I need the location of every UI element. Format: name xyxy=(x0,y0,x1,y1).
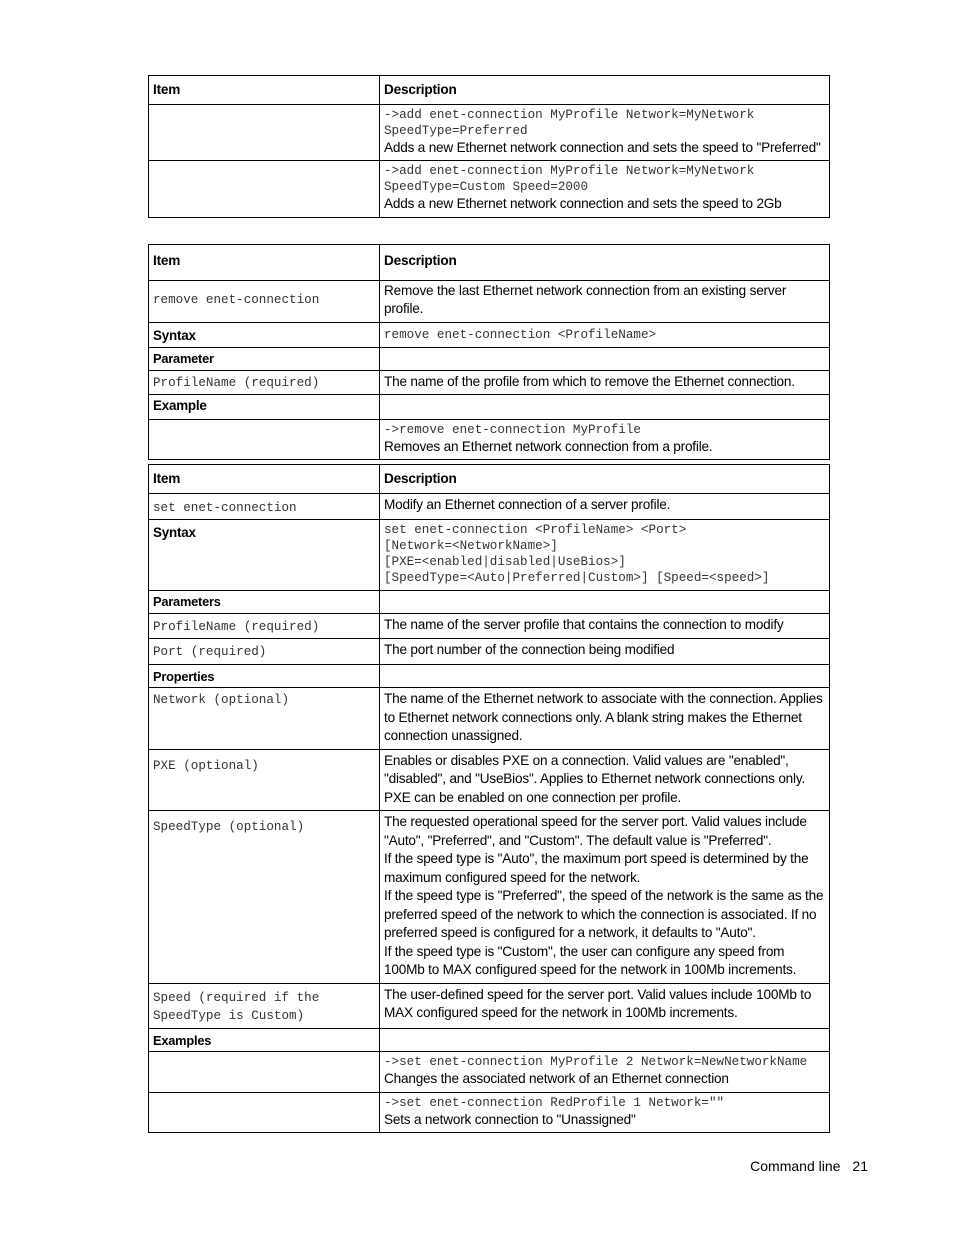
table-row xyxy=(149,1028,830,1052)
property-name-cell xyxy=(149,749,380,811)
property-name-cell xyxy=(149,688,380,750)
example-text: Changes the associated network of an Ethernet connection xyxy=(384,1071,729,1086)
example-code: ->add enet-connection MyProfile Network=MyNetwork SpeedType=Preferred xyxy=(384,107,755,138)
page-number: 21 xyxy=(852,1158,868,1174)
parameter-label: Parameter xyxy=(149,348,380,371)
table-row xyxy=(149,811,830,984)
command-name: set enet-connection xyxy=(153,500,297,515)
command-description: Remove the last Ethernet network connection from an existing server profile. xyxy=(380,280,830,322)
item-cell xyxy=(149,419,380,460)
empty-cell xyxy=(380,1028,830,1052)
property-name: Network (optional) xyxy=(153,693,290,707)
command-name: remove enet-connection xyxy=(153,292,320,307)
item-cell xyxy=(149,1092,380,1133)
table-row xyxy=(149,104,830,161)
item-cell xyxy=(149,161,380,218)
add-examples-table xyxy=(148,75,830,218)
example-label: Example xyxy=(149,395,380,420)
set-enet-connection-table xyxy=(148,464,830,1133)
syntax-label: Syntax xyxy=(149,520,380,591)
table-row xyxy=(149,493,830,520)
property-name: Speed (required if the SpeedType is Custom) xyxy=(153,990,320,1023)
speedtype-desc-line: If the speed type is "Auto", the maximum port speed is determined by the maximum configured speed for the network. xyxy=(384,851,809,885)
syntax-line: [Network=<NetworkName>] xyxy=(384,539,558,553)
syntax-cell xyxy=(380,520,830,591)
header-item: Item xyxy=(149,465,380,494)
empty-cell xyxy=(380,348,830,371)
table-header-row xyxy=(149,245,830,281)
table-header-row xyxy=(149,465,830,494)
properties-label: Properties xyxy=(149,664,380,688)
param-description: The name of the server profile that contains the connection to modify xyxy=(380,613,830,639)
example-code: ->add enet-connection MyProfile Network=MyNetwork SpeedType=Custom Speed=2000 xyxy=(384,164,755,194)
speedtype-desc-line: If the speed type is "Custom", the user can configure any speed from 100Mb to MAX configured speed for the network in 100Mb increments. xyxy=(384,943,797,977)
speedtype-desc-line: If the speed type is "Preferred", the speed of the network is the same as the preferred speed of the network to which the connection is associated. If no preferred speed is configured for a network, it defaults to "Auto". xyxy=(384,888,824,940)
syntax-code: remove enet-connection <ProfileName> xyxy=(384,327,657,342)
property-name: PXE (optional) xyxy=(153,758,259,773)
syntax-line: [PXE=<enabled|disabled|UseBios>] xyxy=(384,555,626,569)
syntax-cell xyxy=(380,322,830,348)
header-description: Description xyxy=(380,245,830,281)
property-description: Enables or disables PXE on a connection. Valid values are "enabled", "disabled", and "UseBios". Applies to Ethernet network connections only. PXE can be enabled on one connection per profile. xyxy=(380,749,830,811)
property-name-cell xyxy=(149,811,380,984)
property-name: SpeedType (optional) xyxy=(153,820,305,834)
command-description: Modify an Ethernet connection of a server profile. xyxy=(380,493,830,520)
header-description: Description xyxy=(380,465,830,494)
item-cell xyxy=(149,104,380,161)
footer-section: Command line xyxy=(750,1158,841,1174)
table-row xyxy=(149,613,830,639)
empty-cell xyxy=(380,591,830,614)
param-name-cell xyxy=(149,639,380,665)
speedtype-desc-line: The requested operational speed for the server port. Valid values include "Auto", "Preferred", and "Custom". The default value is "Preferred". xyxy=(384,814,807,848)
command-name-cell xyxy=(149,280,380,322)
description-cell xyxy=(380,104,830,161)
description-cell xyxy=(380,1052,830,1093)
example-text: Adds a new Ethernet network connection and sets the speed to 2Gb xyxy=(384,196,782,211)
syntax-line: [SpeedType=<Auto|Preferred|Custom>] [Speed=<speed>] xyxy=(384,571,770,585)
item-cell xyxy=(149,1052,380,1093)
description-cell xyxy=(380,161,830,218)
table-row xyxy=(149,419,830,460)
syntax-label: Syntax xyxy=(149,322,380,348)
empty-cell xyxy=(380,395,830,420)
header-item: Item xyxy=(149,76,380,105)
table-row xyxy=(149,1052,830,1093)
table-row xyxy=(149,664,830,688)
table-row xyxy=(149,749,830,811)
param-name: Port (required) xyxy=(153,645,267,659)
example-code: ->set enet-connection RedProfile 1 Network="" xyxy=(384,1095,725,1110)
empty-cell xyxy=(380,664,830,688)
description-cell xyxy=(380,419,830,460)
example-text: Sets a network connection to "Unassigned" xyxy=(384,1111,636,1127)
table-header-row xyxy=(149,76,830,105)
param-name-cell xyxy=(149,613,380,639)
page-footer xyxy=(738,1158,868,1174)
property-description: The name of the Ethernet network to associate with the connection. Applies to Ethernet network connections only. A blank string makes the Ethernet connection unassigned. xyxy=(380,688,830,750)
header-description: Description xyxy=(380,76,830,105)
example-code: ->remove enet-connection MyProfile xyxy=(384,422,641,437)
header-item: Item xyxy=(149,245,380,281)
examples-label: Examples xyxy=(149,1028,380,1052)
syntax-line: set enet-connection <ProfileName> <Port> xyxy=(384,523,687,537)
table-row xyxy=(149,348,830,371)
property-description xyxy=(380,811,830,984)
table-row xyxy=(149,395,830,420)
property-description: The user-defined speed for the server port. Valid values include 100Mb to MAX configured speed for the network in 100Mb increments. xyxy=(380,983,830,1028)
parameters-label: Parameters xyxy=(149,591,380,614)
table-row xyxy=(149,322,830,348)
param-name-cell xyxy=(149,370,380,395)
param-name: ProfileName (required) xyxy=(153,619,320,634)
param-description: The name of the profile from which to remove the Ethernet connection. xyxy=(380,370,830,395)
table-row xyxy=(149,1092,830,1133)
table-row xyxy=(149,639,830,665)
table-row xyxy=(149,280,830,322)
table-row xyxy=(149,161,830,218)
example-text: Removes an Ethernet network connection from a profile. xyxy=(384,438,713,454)
table-row xyxy=(149,370,830,395)
param-description: The port number of the connection being modified xyxy=(380,639,830,665)
example-text: Adds a new Ethernet network connection and sets the speed to "Preferred" xyxy=(384,139,821,155)
table-row xyxy=(149,520,830,591)
command-name-cell xyxy=(149,493,380,520)
param-name: ProfileName (required) xyxy=(153,375,320,390)
table-row xyxy=(149,688,830,750)
property-name-cell xyxy=(149,983,380,1028)
description-cell xyxy=(380,1092,830,1133)
example-code: ->set enet-connection MyProfile 2 Network=NewNetworkName xyxy=(384,1055,808,1069)
table-row xyxy=(149,591,830,614)
table-row xyxy=(149,983,830,1028)
remove-enet-connection-table xyxy=(148,244,830,460)
